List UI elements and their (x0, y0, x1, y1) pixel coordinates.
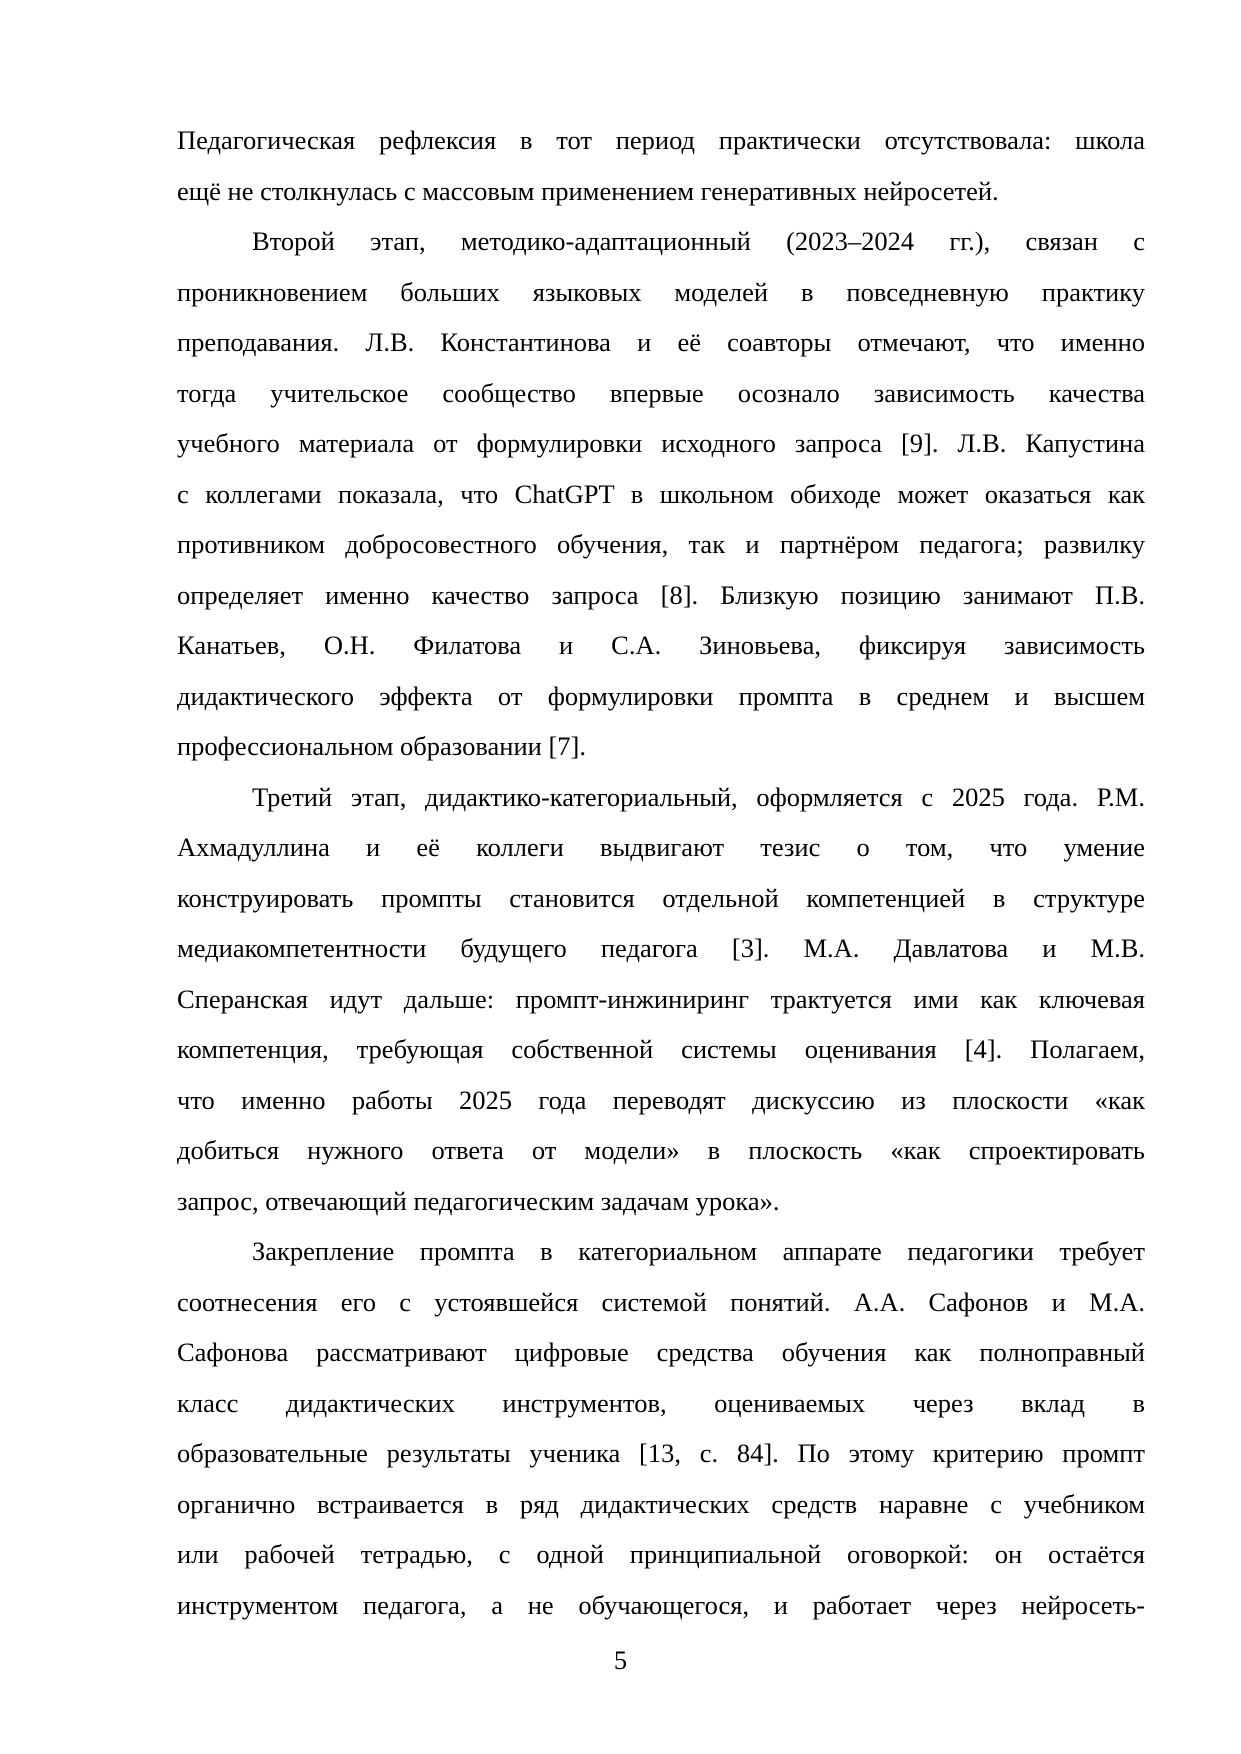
paragraph-4-line-4: класс дидактических инструментов, оцениваемых через вклад в (177, 1387, 1145, 1418)
paragraph-3-line-1: Третий этап, дидактико-категориальный, оформляется с 2025 года. Р.М. (252, 781, 1145, 812)
paragraph-2-line-5: учебного материала от формулировки исходного запроса [9]. Л.В. Капустина (177, 428, 1145, 458)
paragraph-4-line-3: Сафонова рассматривают цифровые средства обучения как полноправный (177, 1337, 1145, 1367)
paragraph-2-line-2: проникновением больших языковых моделей в повседневную практику (177, 276, 1145, 307)
paragraph-4-line-1: Закрепление промпта в категориальном аппарате педагогики требует (252, 1236, 1145, 1266)
paragraph-3-line-5: Сперанская идут дальше: промпт-инжиниринг трактуется ими как ключевая (177, 983, 1145, 1014)
paragraph-2-line-11: профессиональном образовании [7]. (177, 731, 586, 761)
paragraph-4-line-8: инструментом педагога, а не обучающегося, и работает через нейросеть- (177, 1589, 1145, 1620)
paragraph-3-line-2: Ахмадуллина и её коллеги выдвигают тезис о том, что умение (177, 832, 1145, 862)
paragraph-2-line-8: определяет именно качество запроса [8]. Близкую позицию занимают П.В. (177, 579, 1145, 610)
paragraph-3-line-8: добиться нужного ответа от модели» в плоскость «как спроектировать (177, 1135, 1145, 1165)
paragraph-3-line-6: компетенция, требующая собственной системы оценивания [4]. Полагаем, (177, 1034, 1145, 1064)
paragraph-4-line-2: соотнесения его с устоявшейся системой понятий. А.А. Сафонов и М.А. (177, 1286, 1145, 1317)
paragraph-2-line-9: Канатьев, О.Н. Филатова и С.А. Зиновьева, фиксируя зависимость (177, 630, 1145, 660)
paragraph-2-line-4: тогда учительское сообщество впервые осознало зависимость качества (177, 377, 1145, 408)
paragraph-2-line-6: с коллегами показала, что ChatGPT в школьном обиходе может оказаться как (177, 478, 1145, 509)
paragraph-4-line-5: образовательные результаты ученика [13, с. 84]. По этому критерию промпт (177, 1438, 1145, 1468)
document-body (177, 115, 1145, 1630)
paragraph-3-line-9: запрос, отвечающий педагогическим задачам урока». (177, 1185, 780, 1216)
page-number: 5 (613, 1645, 628, 1675)
paragraph-2-line-1: Второй этап, методико-адаптационный (2023–2024 гг.), связан с (252, 226, 1145, 256)
paragraph-1-line-2: ещё не столкнулась с массовым применением генеративных нейросетей. (177, 175, 999, 206)
paragraph-3-line-4: медиакомпетентности будущего педагога [3]. М.А. Давлатова и М.В. (177, 933, 1145, 963)
paragraph-4-line-7: или рабочей тетрадью, с одной принципиальной оговоркой: он остаётся (177, 1539, 1145, 1569)
paragraph-4-line-6: органично встраивается в ряд дидактических средств наравне с учебником (177, 1488, 1145, 1519)
paragraph-2-line-3: преподавания. Л.В. Константинова и её соавторы отмечают, что именно (177, 327, 1145, 357)
paragraph-2-line-10: дидактического эффекта от формулировки промпта в среднем и высшем (177, 680, 1145, 711)
paragraph-2-line-7: противником добросовестного обучения, так и партнёром педагога; развилку (177, 529, 1145, 559)
paragraph-3-line-7: что именно работы 2025 года переводят дискуссию из плоскости «как (177, 1084, 1145, 1115)
paragraph-3-line-3: конструировать промпты становится отдельной компетенцией в структуре (177, 882, 1145, 913)
paragraph-1-line-1: Педагогическая рефлексия в тот период практически отсутствовала: школа (177, 125, 1145, 155)
